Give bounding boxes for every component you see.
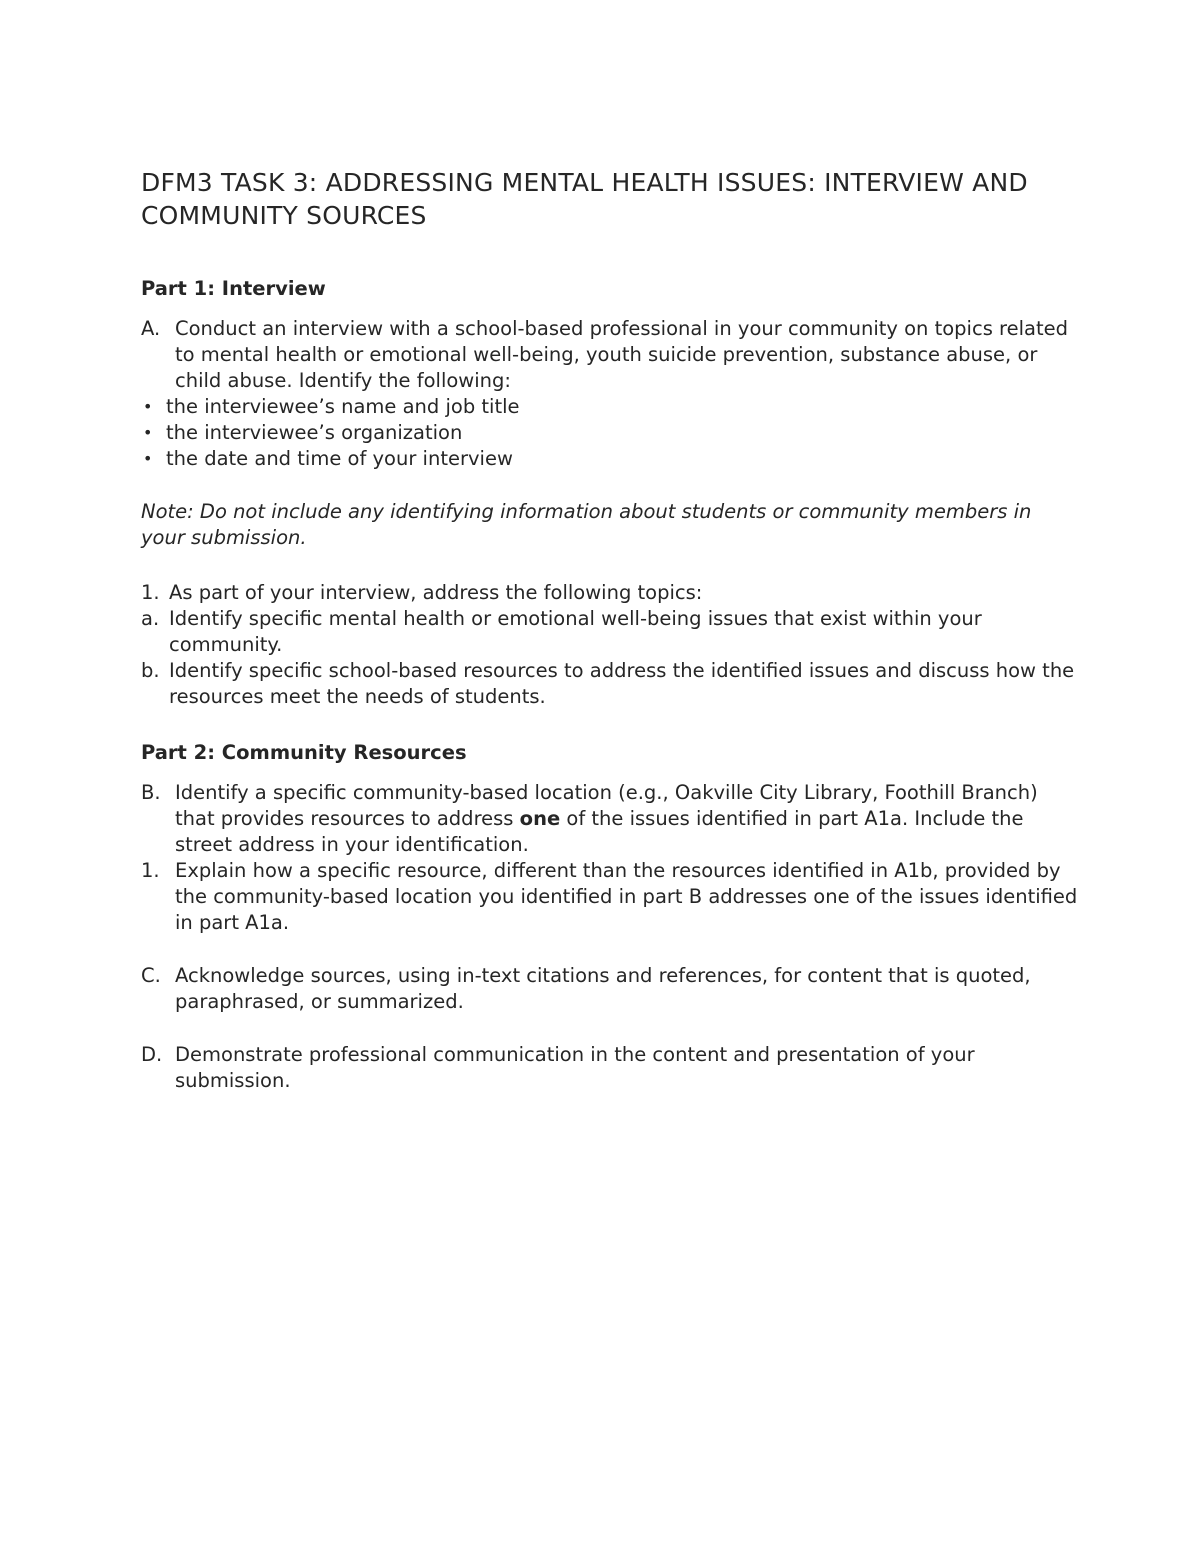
item-a1b-text: Identify specific school-based resources to address the identified issues and discuss how the resources meet the needs of students. bbox=[169, 659, 1075, 708]
item-b-bold-word: one bbox=[519, 807, 561, 830]
bullet-text: the interviewee’s name and job title bbox=[166, 395, 520, 418]
item-b1-marker: 1. bbox=[141, 859, 160, 882]
item-b1 bbox=[141, 858, 1081, 936]
item-a-marker: A. bbox=[141, 317, 161, 340]
item-d-marker: D. bbox=[141, 1043, 163, 1066]
bullet-text: the date and time of your interview bbox=[166, 447, 513, 470]
item-c bbox=[141, 963, 1081, 1015]
item-a1a-text: Identify specific mental health or emotional well-being issues that exist within your community. bbox=[169, 607, 982, 656]
item-a1a bbox=[141, 606, 1081, 658]
bullet-item bbox=[141, 446, 1081, 472]
item-a1b bbox=[141, 658, 1081, 710]
item-c-text: Acknowledge sources, using in-text citations and references, for content that is quoted, paraphrased, or summarized. bbox=[175, 964, 1031, 1013]
part1-heading: Part 1: Interview bbox=[141, 277, 326, 300]
item-c-marker: C. bbox=[141, 964, 161, 987]
note-text: Note: Do not include any identifying information about students or community members in your submission. bbox=[141, 500, 1032, 549]
item-1 bbox=[141, 580, 1081, 606]
item-a bbox=[141, 316, 1081, 394]
item-1-marker: 1. bbox=[141, 581, 160, 604]
item-1-text: As part of your interview, address the following topics: bbox=[169, 581, 703, 604]
item-b-marker: B. bbox=[141, 781, 161, 804]
bullet-item bbox=[141, 420, 1081, 446]
item-d bbox=[141, 1042, 1081, 1094]
item-b bbox=[141, 780, 1081, 858]
item-a-text: Conduct an interview with a school-based professional in your community on topics related to mental health or emotional well-being, youth suicide prevention, substance abuse, or child abuse. Identify the following: bbox=[175, 317, 1069, 392]
item-b-text-after: of the issues identified in part A1a. Include the street address in your identification. bbox=[175, 807, 1024, 856]
bullet-icon: • bbox=[143, 397, 153, 416]
document-title: DFM3 TASK 3: ADDRESSING MENTAL HEALTH ISSUES: INTERVIEW AND COMMUNITY SOURCES bbox=[141, 168, 1028, 230]
item-a1b-marker: b. bbox=[141, 659, 160, 682]
item-b-text-before: Identify a specific community-based location (e.g., Oakville City Library, Foothill Branch) that provides resources to address bbox=[175, 781, 1038, 830]
item-a1a-marker: a. bbox=[141, 607, 160, 630]
item-b1-text: Explain how a specific resource, different than the resources identified in A1b, provided by the community-based location you identified in part B addresses one of the issues identified in part A1a. bbox=[175, 859, 1078, 934]
document-content bbox=[141, 166, 1081, 1094]
item-d-text: Demonstrate professional communication in the content and presentation of your submission. bbox=[175, 1043, 975, 1092]
part2-heading: Part 2: Community Resources bbox=[141, 741, 467, 764]
bullet-icon: • bbox=[143, 449, 153, 468]
bullet-text: the interviewee’s organization bbox=[166, 421, 463, 444]
bullet-icon: • bbox=[143, 423, 153, 442]
bullet-item bbox=[141, 394, 1081, 420]
